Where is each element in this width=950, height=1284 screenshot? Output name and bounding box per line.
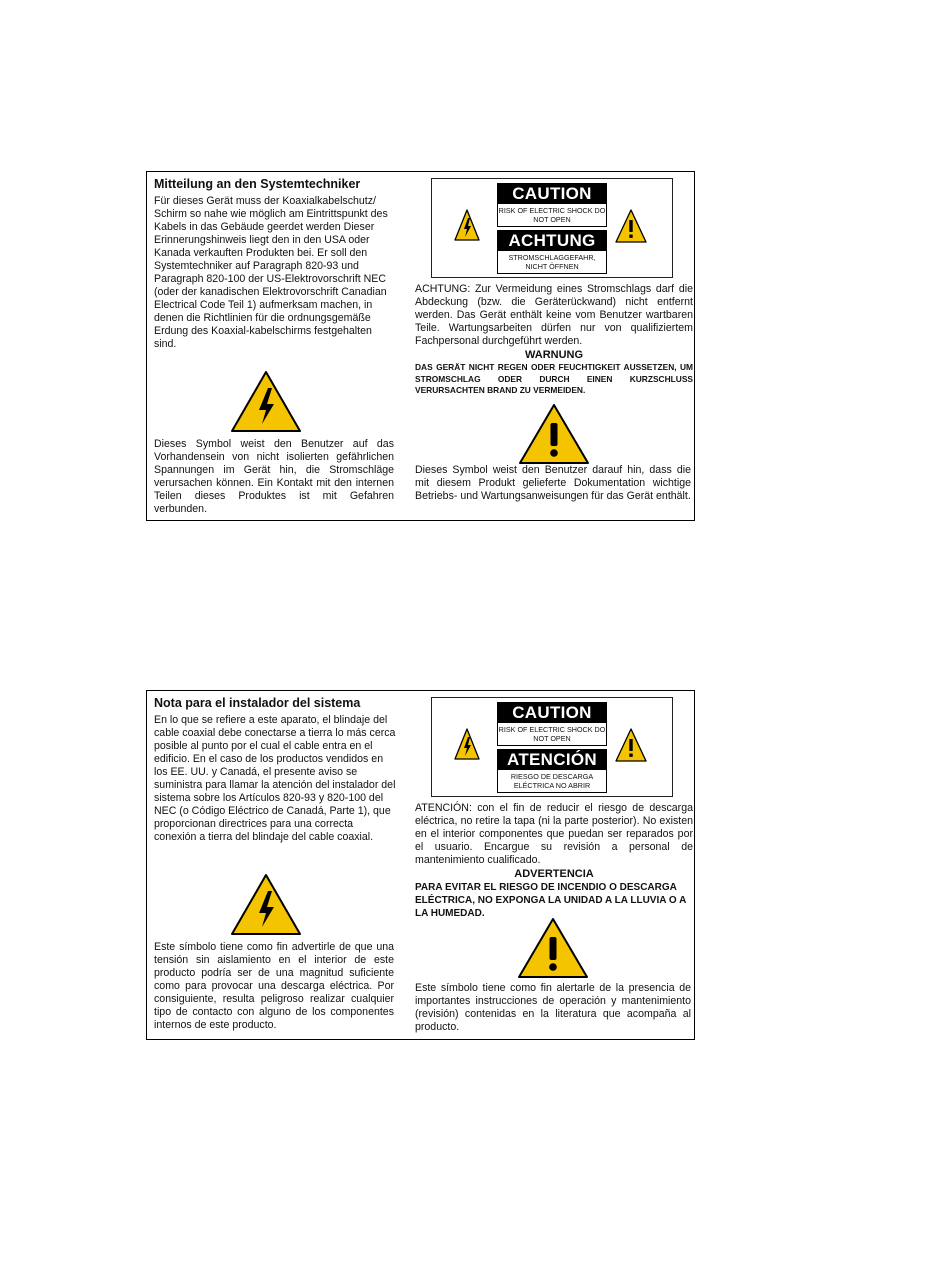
exclamation-triangle-icon — [615, 728, 647, 762]
atencion-subtext: RIESGO DE DESCARGA ELÉCTRICA NO ABRIR — [497, 770, 607, 793]
right-column — [415, 178, 693, 465]
warning-text: DAS GERÄT NICHT REGEN ODER FEUCHTIGKEIT AUSSETZEN, UM STROMSCHLAG ODER DURCH EINEN KURZSCHLUSS VERURSACHTEN BRAND ZU VERMEIDEN. — [415, 362, 693, 395]
lightning-bolt-triangle-icon — [454, 209, 480, 241]
caution-text: ACHTUNG: Zur Vermeidung eines Stromschlags darf die Abdeckung (bzw. die Geräterückwand) nicht entfernt werden. Das Gerät enthält keine vom Benutzer wartbaren Teile. Wartungsarbeiten dürfen nur von qualifiziertem Fachpersonal durchgeführt werden. — [415, 283, 693, 347]
lightning-bolt-triangle-icon — [230, 370, 302, 433]
bolt-symbol-text: Dieses Symbol weist den Benutzer auf das Vorhandensein von nicht isolierten gefährlichen Spannungen im Gerät hin, die Stromschläge verursachen können. Ein Kontakt mit den internen Teilen dieses Produktes ist mit Gefahren verbunden. — [154, 438, 394, 515]
caution-label — [497, 702, 607, 796]
bolt-symbol-text: Este símbolo tiene como fin advertirle de que una tensión sin aislamiento en el interior de este producto podría ser de una magnitud suficiente como para provocar una descarga eléctrica. Por consiguiente, resulta peligroso realizar cualquier tipo de contacto con alguno de los componentes internos de este producto. — [154, 941, 394, 1031]
exclamation-triangle-icon — [517, 917, 589, 979]
caution-label-frame — [431, 697, 673, 797]
exclamation-symbol-text: Este símbolo tiene como fin alertarle de la presencia de importantes instrucciones de operación y mantenimiento (revisión) contenidas en la literatura que acompaña al producto. — [415, 982, 691, 1033]
caution-heading: CAUTION — [497, 183, 607, 204]
caution-text: ATENCIÓN: con el fin de reducir el riesgo de descarga eléctrica, no retire la tapa (ni la parte posterior). No existen en el interior componentes que puedan ser reparados por el usuario. Encargue su revisión a personal de mantenimiento cualificado. — [415, 802, 693, 866]
notice-title: Nota para el instalador del sistema — [154, 696, 361, 710]
right-column — [415, 697, 693, 920]
lightning-bolt-triangle-icon — [230, 873, 302, 936]
caution-subtext: RISK OF ELECTRIC SHOCK DO NOT OPEN — [497, 723, 607, 746]
exclamation-triangle-icon — [615, 209, 647, 243]
warning-title: WARNUNG — [524, 349, 584, 361]
caution-label-frame — [431, 178, 673, 278]
caution-label — [497, 183, 607, 277]
notice-body: En lo que se refiere a este aparato, el blindaje del cable coaxial debe conectarse a tierra lo más cerca posible al punto por el cual el cable entra en el edificio. En el caso de los productos vendidos en los EE. UU. y Canadá, el presente aviso se suministra para llamar la atención del instalador del sistema sobre los Artículos 820-93 y 820-100 del NEC (o Código Eléctrico de Canadá, Parte 1), que proporcionan directrices para una correcta conexión a tierra del blindaje del cable coaxial. — [154, 714, 396, 843]
lightning-bolt-triangle-icon — [454, 728, 480, 760]
notice-body: Für dieses Gerät muss der Koaxialkabelschutz/ Schirm so nahe wie möglich am Eintrittspunkt des Kabels in das Gebäude geerdet werden Dieser Erinnerungshinweis liegt den in den USA oder Kanada verkauften Produkten bei. Er soll den Systemtechniker auf Paragraph 820-93 und Paragraph 820-100 der US-Elektrovorschrift NEC (oder der kanadischen Elektrovorschrift Canadian Electrical Code Teil 1) aufmerksam machen, in denen die Richtlinien für die ordnungsgemäße Erdung des Koaxial-kabelschirms festgehalten sind. — [154, 195, 388, 350]
exclamation-triangle-icon — [518, 403, 590, 465]
safety-notice-spanish — [146, 690, 695, 1040]
achtung-subtext: STROMSCHLAGGEFAHR, NICHT ÖFFNEN — [497, 251, 607, 274]
left-column — [154, 177, 397, 351]
atencion-heading: ATENCIÓN — [497, 749, 607, 770]
achtung-heading: ACHTUNG — [497, 230, 607, 251]
warning-text: PARA EVITAR EL RIESGO DE INCENDIO O DESCARGA ELÉCTRICA, NO EXPONGA LA UNIDAD A LA LLUVIA O A LA HUMEDAD. — [415, 882, 686, 919]
exclamation-symbol-text: Dieses Symbol weist den Benutzer darauf hin, dass die mit diesem Produkt gelieferte Dokumentation wichtige Betriebs- und Wartungsanweisungen für das Gerät enthält. — [415, 464, 691, 502]
caution-subtext: RISK OF ELECTRIC SHOCK DO NOT OPEN — [497, 204, 607, 227]
notice-title: Mitteilung an den Systemtechniker — [154, 177, 361, 191]
left-column — [154, 696, 397, 844]
warning-title: ADVERTENCIA — [514, 868, 594, 880]
caution-heading: CAUTION — [497, 702, 607, 723]
safety-notice-german — [146, 171, 695, 521]
